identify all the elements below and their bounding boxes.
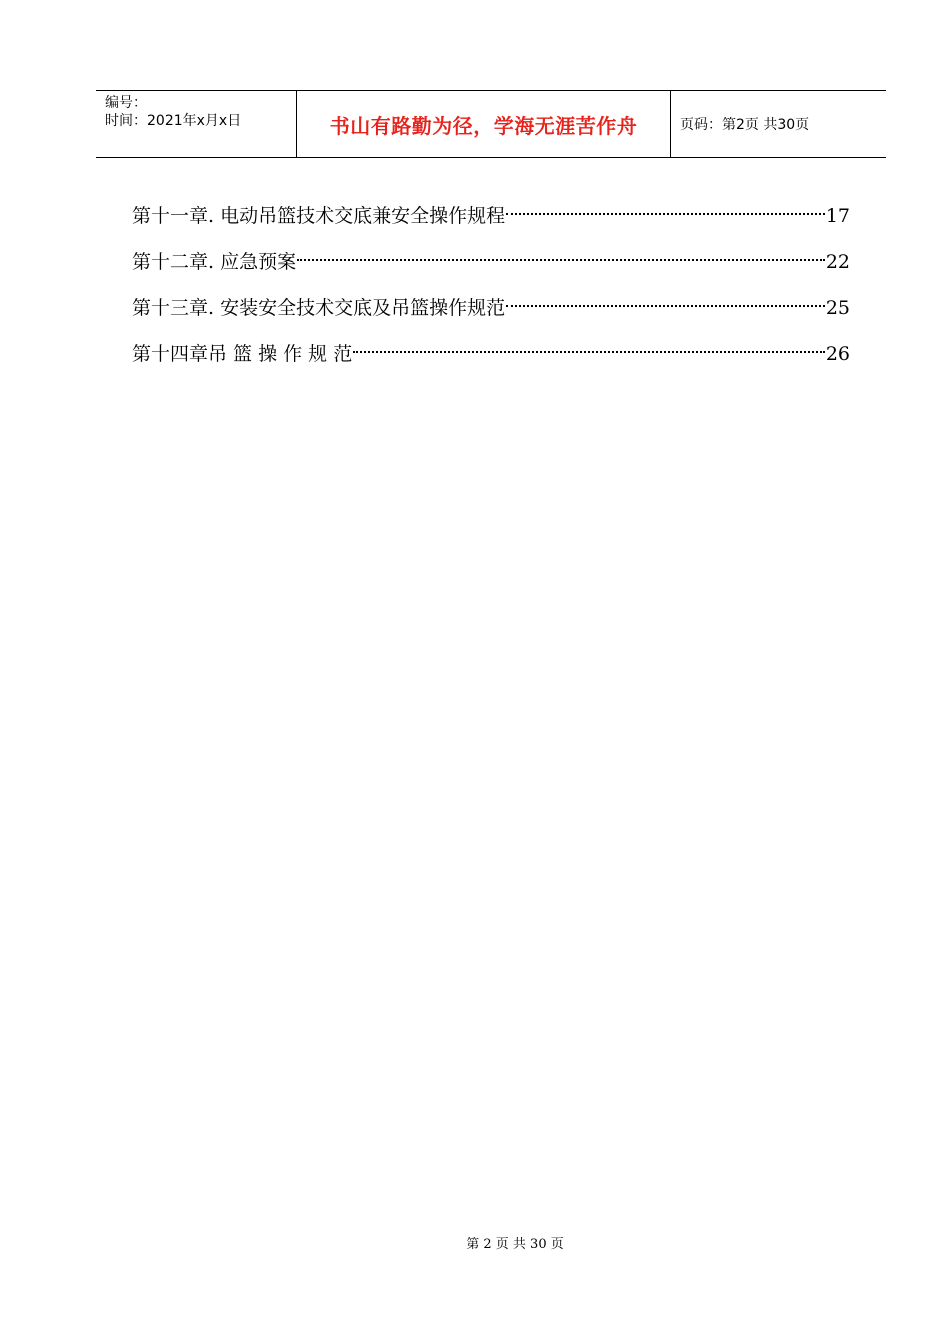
toc-title: 第十三章. 安装安全技术交底及吊篮操作规范: [132, 297, 506, 319]
page-header: [96, 90, 886, 158]
toc-page-number: 25: [825, 297, 850, 319]
header-page-info: 页码：第2页 共30页: [680, 117, 810, 133]
toc-page-number: 26: [825, 343, 850, 365]
toc-page-number: 22: [825, 251, 850, 273]
header-motto-cell: [297, 91, 671, 157]
toc-entry-chapter-11[interactable]: [132, 192, 850, 238]
toc-entry-chapter-14[interactable]: [132, 330, 850, 376]
page-footer: [0, 1236, 950, 1254]
toc-page-number: 17: [825, 205, 850, 227]
serial-label: 编号：: [105, 95, 147, 111]
toc-entry-chapter-13[interactable]: [132, 284, 850, 330]
header-page-cell: [671, 91, 886, 157]
toc-dot-leader: [506, 192, 825, 222]
toc-title: 第十一章. 电动吊篮技术交底兼安全操作规程: [132, 205, 506, 227]
motto-text: 书山有路勤为径，学海无涯苦作舟: [329, 113, 638, 138]
footer-page-number: 第 2 页 共 30 页: [466, 1237, 564, 1252]
toc-title: 第十二章. 应急预案: [132, 251, 297, 273]
toc-dot-leader: [353, 330, 825, 360]
header-meta-cell: [96, 91, 297, 157]
date-label: 时间：2021年x月x日: [105, 113, 242, 129]
table-of-contents: [132, 192, 850, 376]
toc-title: 第十四章吊 篮 操 作 规 范: [132, 343, 353, 365]
toc-dot-leader: [506, 284, 825, 314]
toc-entry-chapter-12[interactable]: [132, 238, 850, 284]
toc-dot-leader: [297, 238, 825, 268]
